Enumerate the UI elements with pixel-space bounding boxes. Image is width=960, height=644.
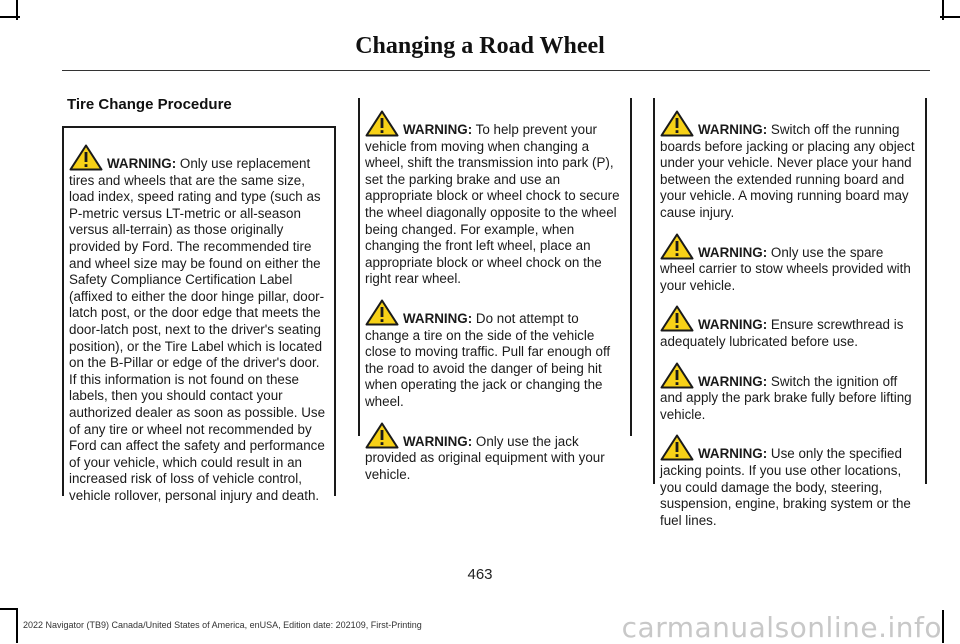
- warning-triangle-icon: [660, 362, 694, 389]
- warning-triangle-icon: [69, 144, 103, 171]
- section-heading: Tire Change Procedure: [67, 96, 232, 113]
- crop-mark-bottom-left-h: [0, 608, 18, 610]
- warning-label: WARNING:: [698, 244, 768, 260]
- warning-item: [365, 110, 626, 288]
- footer-edition-info: 2022 Navigator (TB9) Canada/United States of America, enUSA, Edition date: 202109, First-Printing: [23, 620, 422, 630]
- warning-label: WARNING:: [107, 156, 177, 171]
- warning-triangle-icon: [660, 110, 694, 137]
- warning-text: To help prevent your vehicle from moving when changing a wheel, shift the transmission into park (P), set the parking brake and use an appropriate block or wheel chock to secure the wheel diagonally opposite to the wheel being changed. For example, when changing the front left wheel, place an appropriate block or wheel chock on the right rear wheel.: [365, 122, 620, 287]
- warning-triangle-icon: [660, 233, 694, 260]
- warning-label: WARNING:: [698, 122, 768, 137]
- warning-triangle-icon: [365, 422, 399, 449]
- warning-text: Switch the ignition off and apply the park brake fully before lifting vehicle.: [660, 373, 912, 422]
- warning-item: [660, 305, 921, 350]
- warning-label: WARNING:: [403, 433, 473, 449]
- warning-item: [660, 233, 921, 295]
- warning-triangle-icon: [660, 434, 694, 461]
- warning-label: WARNING:: [698, 317, 768, 333]
- page-title: Changing a Road Wheel: [355, 33, 605, 59]
- warning-item: [660, 362, 921, 424]
- warning-item: [660, 110, 921, 222]
- warning-item: [365, 422, 626, 484]
- warning-item: [660, 434, 921, 529]
- page-number: 463: [467, 566, 493, 583]
- watermark: carmanualsonline.info: [621, 611, 942, 644]
- warning-label: WARNING:: [403, 310, 473, 326]
- title-divider: [62, 70, 930, 71]
- warning-label: WARNING:: [403, 122, 473, 137]
- warning-label: WARNING:: [698, 373, 768, 389]
- crop-mark-top-left-v: [16, 0, 18, 20]
- warning-text: Use only the specified jacking points. If you use other locations, you could damage the body, steering, suspension, engine, braking system or the fuel lines.: [660, 446, 911, 528]
- warning-item: [69, 144, 330, 504]
- warning-label: WARNING:: [698, 446, 768, 462]
- warning-triangle-icon: [365, 110, 399, 137]
- warning-text: Only use the spare wheel carrier to stow wheels provided with your vehicle.: [660, 244, 911, 293]
- warning-box-column-2: [358, 98, 632, 482]
- warning-box-column-1: [62, 126, 336, 503]
- warning-text: Ensure screwthread is adequately lubricated before use.: [660, 317, 904, 349]
- warning-text: Do not attempt to change a tire on the side of the vehicle close to moving traffic. Pull far enough off the road to avoid the danger of being hit when operating the jack or changing the wheel.: [365, 310, 611, 409]
- warning-item: [365, 299, 626, 411]
- warning-triangle-icon: [365, 299, 399, 326]
- warning-box-column-3: [653, 98, 927, 528]
- crop-mark-bottom-left-v: [16, 610, 18, 643]
- warning-triangle-icon: [660, 305, 694, 332]
- warning-text: Only use replacement tires and wheels that are the same size, load index, speed rating and type (such as P-metric versus LT-metric or all-season versus all-terrain) as those originally provided by Ford. The recommended tire and wheel size may be found on either the Safety Compliance Certification Label (affixed to either the door hinge pillar, door-latch post, or the door edge that meets the door-latch post, next to the driver's seating position), or the Tire Label which is located on the B-Pillar or edge of the driver's door. If this information is not found on these labels, then you should contact your authorized dealer as soon as possible. Use of any tire or wheel not recommended by Ford can affect the safety and performance of your vehicle, which could result in an increased risk of loss of vehicle control, vehicle rollover, personal injury and death.: [69, 156, 326, 503]
- crop-mark-top-right-v: [942, 0, 944, 20]
- warning-text: Switch off the running boards before jacking or placing any object under your vehicle. Never place your hand between the extended running board and your vehicle. A moving running board may cause injury.: [660, 122, 915, 220]
- crop-mark-bottom-right-v: [942, 610, 944, 643]
- warning-text: Only use the jack provided as original equipment with your vehicle.: [365, 433, 605, 482]
